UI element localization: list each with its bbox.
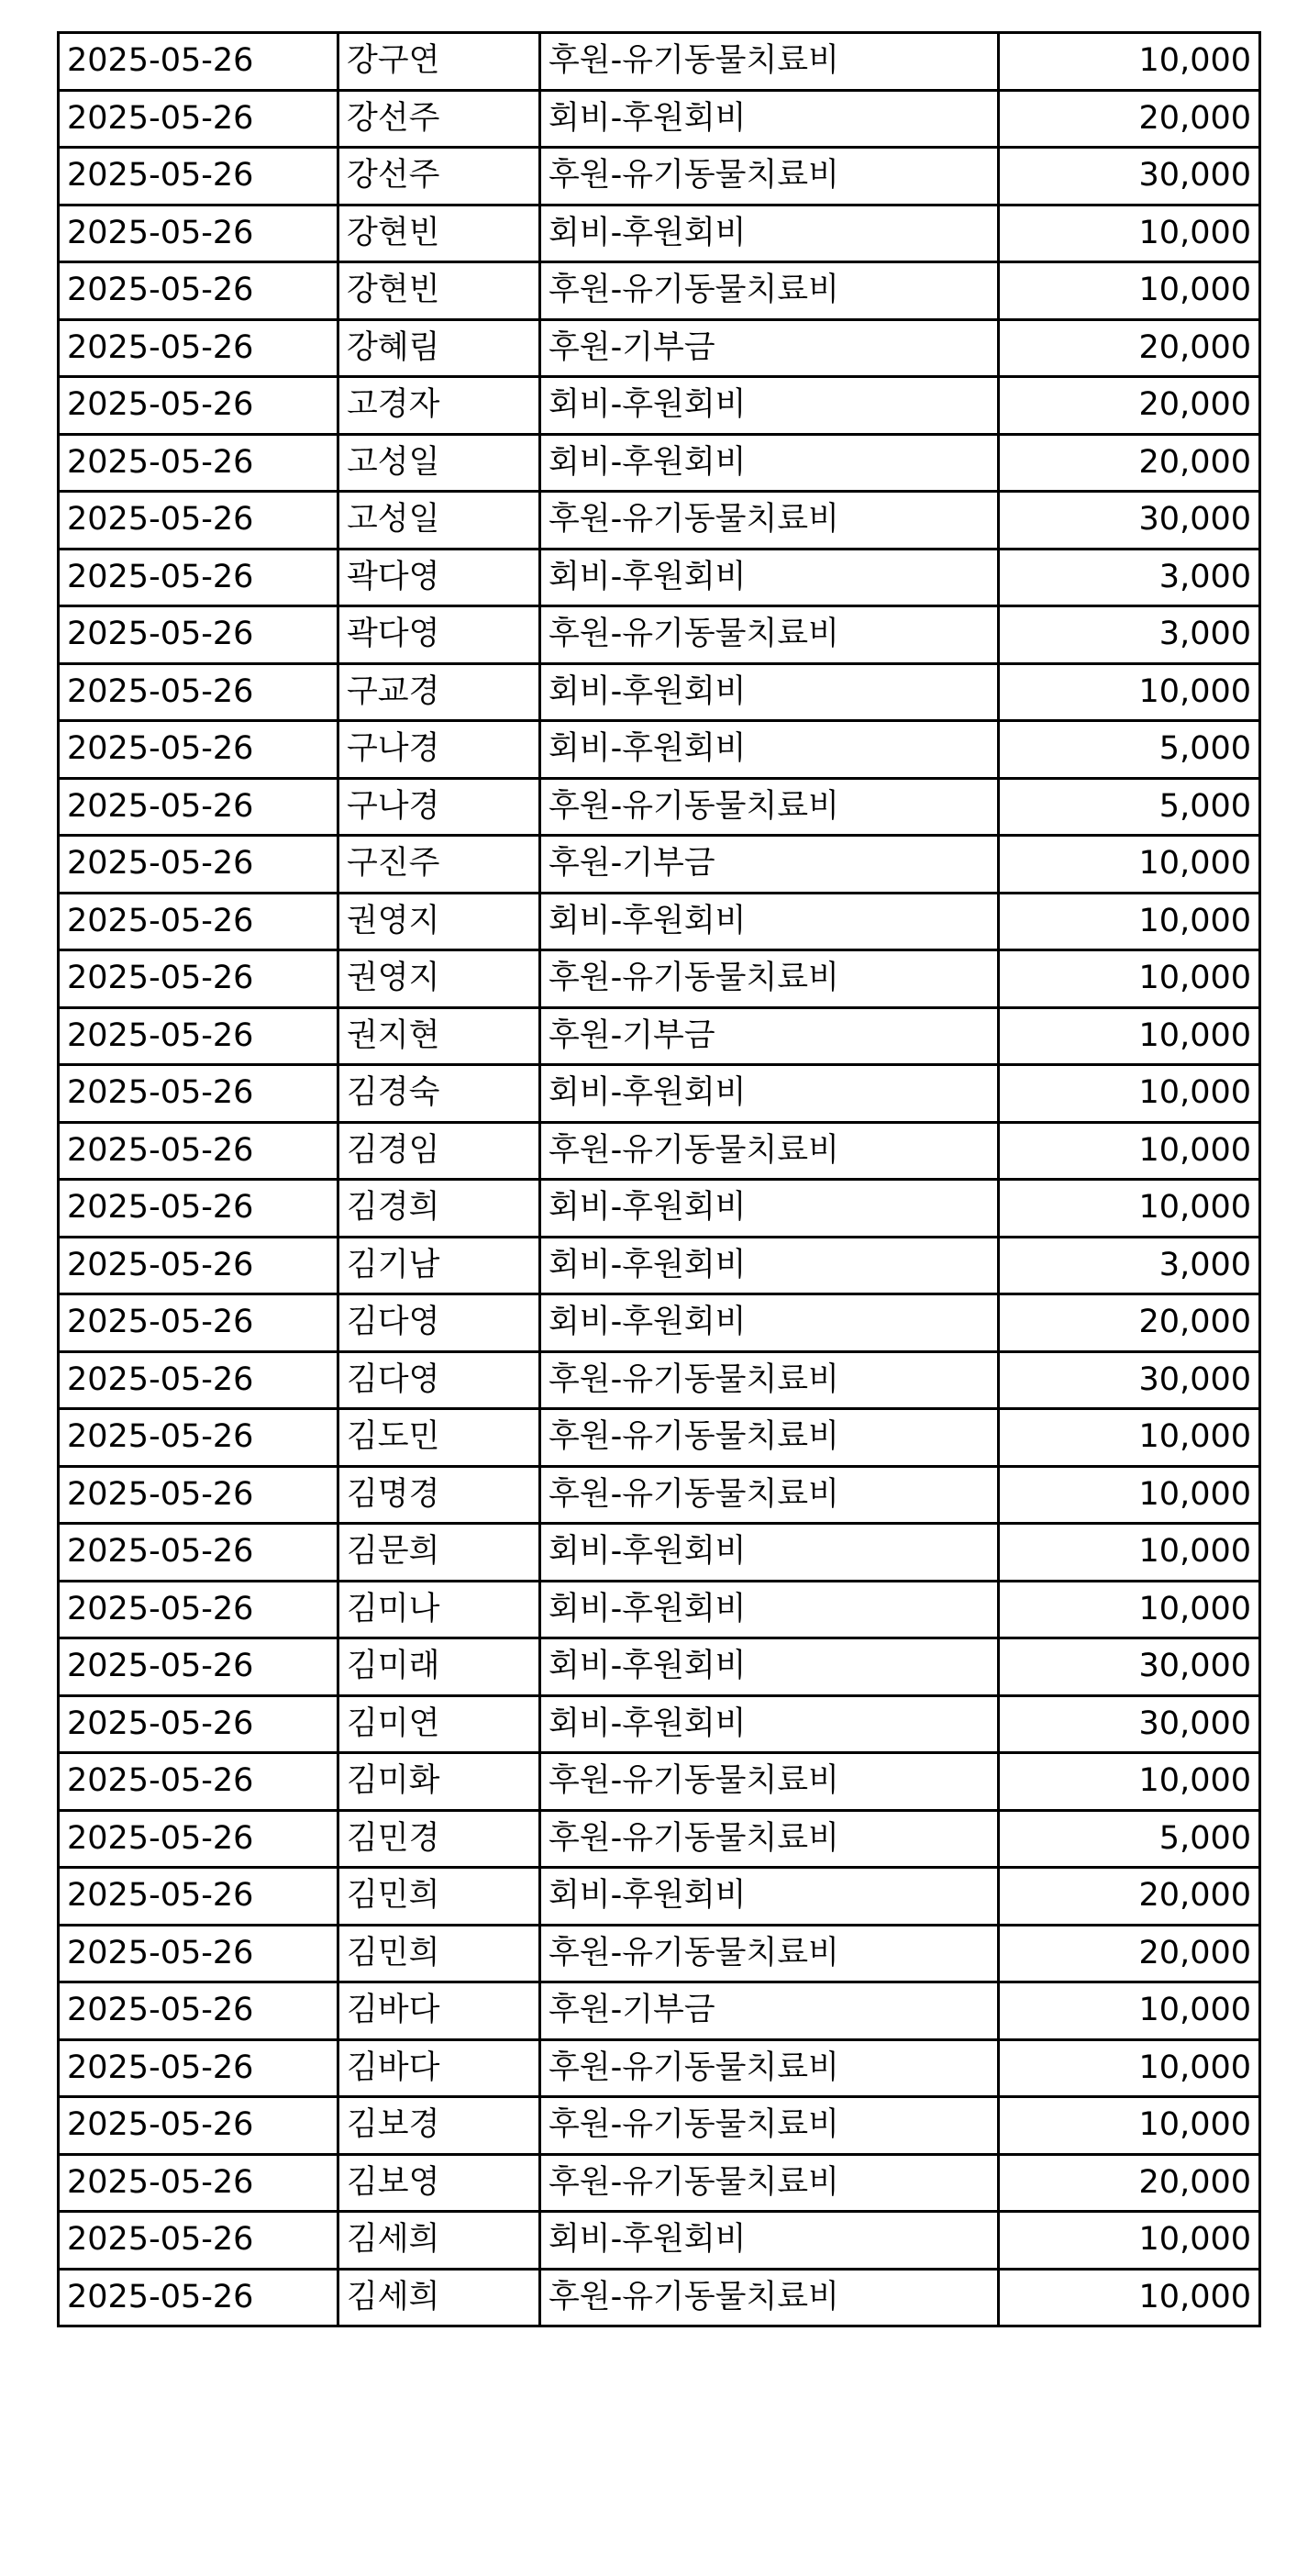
- category-cell: 회비-후원회비: [540, 2212, 999, 2270]
- date-cell: 2025-05-26: [59, 1294, 338, 1352]
- date-cell: 2025-05-26: [59, 1122, 338, 1180]
- category-cell: 회비-후원회비: [540, 1294, 999, 1352]
- amount-cell: 10,000: [999, 836, 1260, 894]
- date-cell: 2025-05-26: [59, 33, 338, 91]
- date-cell: 2025-05-26: [59, 950, 338, 1008]
- amount-cell: 20,000: [999, 319, 1260, 377]
- table-row: [59, 434, 1260, 492]
- date-cell: 2025-05-26: [59, 434, 338, 492]
- date-cell: 2025-05-26: [59, 377, 338, 435]
- table-row: [59, 1524, 1260, 1582]
- amount-cell: 20,000: [999, 1294, 1260, 1352]
- date-cell: 2025-05-26: [59, 148, 338, 205]
- donor-name-cell: 김바다: [338, 2039, 540, 2097]
- donor-name-cell: 김민희: [338, 1868, 540, 1926]
- table-row: [59, 1810, 1260, 1868]
- category-cell: 후원-유기동물치료비: [540, 33, 999, 91]
- date-cell: 2025-05-26: [59, 1695, 338, 1753]
- donor-name-cell: 강선주: [338, 90, 540, 148]
- amount-cell: 10,000: [999, 2097, 1260, 2155]
- category-cell: 후원-유기동물치료비: [540, 1810, 999, 1868]
- date-cell: 2025-05-26: [59, 1180, 338, 1238]
- table-row: [59, 148, 1260, 205]
- table-row: [59, 2154, 1260, 2212]
- category-cell: 회비-후원회비: [540, 1695, 999, 1753]
- date-cell: 2025-05-26: [59, 2039, 338, 2097]
- amount-cell: 10,000: [999, 2269, 1260, 2326]
- table-row: [59, 1925, 1260, 1982]
- category-cell: 후원-기부금: [540, 1982, 999, 2040]
- table-row: [59, 1409, 1260, 1467]
- date-cell: 2025-05-26: [59, 1810, 338, 1868]
- amount-cell: 10,000: [999, 950, 1260, 1008]
- category-cell: 후원-유기동물치료비: [540, 262, 999, 320]
- category-cell: 회비-후원회비: [540, 893, 999, 950]
- date-cell: 2025-05-26: [59, 2097, 338, 2155]
- table-row: [59, 1466, 1260, 1524]
- table-row: [59, 1237, 1260, 1294]
- donor-name-cell: 강현빈: [338, 262, 540, 320]
- amount-cell: 20,000: [999, 377, 1260, 435]
- date-cell: 2025-05-26: [59, 2154, 338, 2212]
- category-cell: 회비-후원회비: [540, 90, 999, 148]
- table-row: [59, 1122, 1260, 1180]
- amount-cell: 10,000: [999, 893, 1260, 950]
- amount-cell: 10,000: [999, 1180, 1260, 1238]
- donor-name-cell: 강현빈: [338, 205, 540, 262]
- table-row: [59, 1868, 1260, 1926]
- category-cell: 후원-유기동물치료비: [540, 2097, 999, 2155]
- amount-cell: 10,000: [999, 1122, 1260, 1180]
- amount-cell: 20,000: [999, 1868, 1260, 1926]
- category-cell: 회비-후원회비: [540, 205, 999, 262]
- date-cell: 2025-05-26: [59, 606, 338, 664]
- category-cell: 회비-후원회비: [540, 1581, 999, 1638]
- category-cell: 후원-유기동물치료비: [540, 2039, 999, 2097]
- category-cell: 회비-후원회비: [540, 1524, 999, 1582]
- amount-cell: 10,000: [999, 2039, 1260, 2097]
- category-cell: 회비-후원회비: [540, 1180, 999, 1238]
- amount-cell: 5,000: [999, 721, 1260, 779]
- donor-name-cell: 김보영: [338, 2154, 540, 2212]
- date-cell: 2025-05-26: [59, 205, 338, 262]
- table-row: [59, 2269, 1260, 2326]
- category-cell: 후원-유기동물치료비: [540, 606, 999, 664]
- table-row: [59, 721, 1260, 779]
- donor-name-cell: 김민희: [338, 1925, 540, 1982]
- table-row: [59, 377, 1260, 435]
- table-row: [59, 663, 1260, 721]
- table-row: [59, 1007, 1260, 1065]
- amount-cell: 10,000: [999, 1581, 1260, 1638]
- amount-cell: 30,000: [999, 1638, 1260, 1696]
- table-row: [59, 205, 1260, 262]
- ledger-body: [59, 33, 1260, 2326]
- amount-cell: 10,000: [999, 663, 1260, 721]
- donor-name-cell: 강혜림: [338, 319, 540, 377]
- donor-name-cell: 구진주: [338, 836, 540, 894]
- donor-name-cell: 구나경: [338, 778, 540, 836]
- date-cell: 2025-05-26: [59, 1753, 338, 1811]
- date-cell: 2025-05-26: [59, 1524, 338, 1582]
- amount-cell: 20,000: [999, 1925, 1260, 1982]
- date-cell: 2025-05-26: [59, 1868, 338, 1926]
- category-cell: 회비-후원회비: [540, 549, 999, 606]
- donor-name-cell: 김미연: [338, 1695, 540, 1753]
- table-row: [59, 778, 1260, 836]
- donor-name-cell: 곽다영: [338, 549, 540, 606]
- category-cell: 후원-유기동물치료비: [540, 492, 999, 550]
- date-cell: 2025-05-26: [59, 549, 338, 606]
- date-cell: 2025-05-26: [59, 1638, 338, 1696]
- amount-cell: 5,000: [999, 778, 1260, 836]
- date-cell: 2025-05-26: [59, 2212, 338, 2270]
- category-cell: 후원-유기동물치료비: [540, 1409, 999, 1467]
- date-cell: 2025-05-26: [59, 90, 338, 148]
- category-cell: 후원-유기동물치료비: [540, 2269, 999, 2326]
- amount-cell: 10,000: [999, 1466, 1260, 1524]
- date-cell: 2025-05-26: [59, 1982, 338, 2040]
- date-cell: 2025-05-26: [59, 663, 338, 721]
- date-cell: 2025-05-26: [59, 893, 338, 950]
- table-row: [59, 33, 1260, 91]
- date-cell: 2025-05-26: [59, 1925, 338, 1982]
- table-row: [59, 492, 1260, 550]
- donor-name-cell: 김세희: [338, 2212, 540, 2270]
- table-row: [59, 1581, 1260, 1638]
- category-cell: 후원-기부금: [540, 319, 999, 377]
- donor-name-cell: 김명경: [338, 1466, 540, 1524]
- table-row: [59, 2097, 1260, 2155]
- date-cell: 2025-05-26: [59, 778, 338, 836]
- amount-cell: 10,000: [999, 1982, 1260, 2040]
- date-cell: 2025-05-26: [59, 1351, 338, 1409]
- donor-name-cell: 고경자: [338, 377, 540, 435]
- donor-name-cell: 권영지: [338, 893, 540, 950]
- category-cell: 후원-유기동물치료비: [540, 1466, 999, 1524]
- table-row: [59, 1294, 1260, 1352]
- date-cell: 2025-05-26: [59, 262, 338, 320]
- donor-name-cell: 김다영: [338, 1351, 540, 1409]
- table-row: [59, 893, 1260, 950]
- amount-cell: 30,000: [999, 1351, 1260, 1409]
- donor-name-cell: 김미나: [338, 1581, 540, 1638]
- category-cell: 후원-유기동물치료비: [540, 1122, 999, 1180]
- donor-name-cell: 강선주: [338, 148, 540, 205]
- amount-cell: 10,000: [999, 33, 1260, 91]
- amount-cell: 3,000: [999, 1237, 1260, 1294]
- date-cell: 2025-05-26: [59, 721, 338, 779]
- donor-name-cell: 곽다영: [338, 606, 540, 664]
- amount-cell: 10,000: [999, 1065, 1260, 1123]
- amount-cell: 20,000: [999, 434, 1260, 492]
- donor-name-cell: 김경숙: [338, 1065, 540, 1123]
- amount-cell: 10,000: [999, 1524, 1260, 1582]
- table-row: [59, 262, 1260, 320]
- category-cell: 후원-유기동물치료비: [540, 778, 999, 836]
- date-cell: 2025-05-26: [59, 1409, 338, 1467]
- amount-cell: 5,000: [999, 1810, 1260, 1868]
- amount-cell: 10,000: [999, 205, 1260, 262]
- category-cell: 후원-유기동물치료비: [540, 1753, 999, 1811]
- donor-name-cell: 구교경: [338, 663, 540, 721]
- table-row: [59, 1351, 1260, 1409]
- donor-name-cell: 구나경: [338, 721, 540, 779]
- donor-name-cell: 김다영: [338, 1294, 540, 1352]
- donor-name-cell: 고성일: [338, 434, 540, 492]
- date-cell: 2025-05-26: [59, 1581, 338, 1638]
- donor-name-cell: 김미화: [338, 1753, 540, 1811]
- donation-ledger-table: [57, 31, 1261, 2327]
- category-cell: 후원-기부금: [540, 1007, 999, 1065]
- donor-name-cell: 고성일: [338, 492, 540, 550]
- amount-cell: 10,000: [999, 262, 1260, 320]
- category-cell: 후원-유기동물치료비: [540, 1925, 999, 1982]
- donor-name-cell: 김경희: [338, 1180, 540, 1238]
- table-row: [59, 1753, 1260, 1811]
- table-row: [59, 950, 1260, 1008]
- donor-name-cell: 김민경: [338, 1810, 540, 1868]
- amount-cell: 10,000: [999, 1409, 1260, 1467]
- donor-name-cell: 권지현: [338, 1007, 540, 1065]
- table-row: [59, 549, 1260, 606]
- donor-name-cell: 김보경: [338, 2097, 540, 2155]
- donor-name-cell: 김경임: [338, 1122, 540, 1180]
- date-cell: 2025-05-26: [59, 1466, 338, 1524]
- date-cell: 2025-05-26: [59, 319, 338, 377]
- category-cell: 후원-유기동물치료비: [540, 950, 999, 1008]
- donor-name-cell: 권영지: [338, 950, 540, 1008]
- category-cell: 후원-유기동물치료비: [540, 2154, 999, 2212]
- amount-cell: 10,000: [999, 1753, 1260, 1811]
- donor-name-cell: 김문희: [338, 1524, 540, 1582]
- category-cell: 회비-후원회비: [540, 721, 999, 779]
- amount-cell: 30,000: [999, 1695, 1260, 1753]
- donor-name-cell: 강구연: [338, 33, 540, 91]
- category-cell: 회비-후원회비: [540, 1237, 999, 1294]
- amount-cell: 10,000: [999, 2212, 1260, 2270]
- table-row: [59, 1065, 1260, 1123]
- category-cell: 회비-후원회비: [540, 1638, 999, 1696]
- table-row: [59, 1982, 1260, 2040]
- donor-name-cell: 김바다: [338, 1982, 540, 2040]
- category-cell: 회비-후원회비: [540, 663, 999, 721]
- table-row: [59, 1180, 1260, 1238]
- table-row: [59, 1638, 1260, 1696]
- category-cell: 회비-후원회비: [540, 434, 999, 492]
- donor-name-cell: 김미래: [338, 1638, 540, 1696]
- amount-cell: 30,000: [999, 492, 1260, 550]
- date-cell: 2025-05-26: [59, 1007, 338, 1065]
- table-row: [59, 319, 1260, 377]
- date-cell: 2025-05-26: [59, 492, 338, 550]
- amount-cell: 10,000: [999, 1007, 1260, 1065]
- amount-cell: 20,000: [999, 2154, 1260, 2212]
- category-cell: 후원-유기동물치료비: [540, 1351, 999, 1409]
- category-cell: 회비-후원회비: [540, 1868, 999, 1926]
- table-row: [59, 2212, 1260, 2270]
- amount-cell: 3,000: [999, 606, 1260, 664]
- table-row: [59, 2039, 1260, 2097]
- table-row: [59, 606, 1260, 664]
- date-cell: 2025-05-26: [59, 836, 338, 894]
- date-cell: 2025-05-26: [59, 2269, 338, 2326]
- amount-cell: 30,000: [999, 148, 1260, 205]
- category-cell: 회비-후원회비: [540, 377, 999, 435]
- table-row: [59, 836, 1260, 894]
- donor-name-cell: 김도민: [338, 1409, 540, 1467]
- table-row: [59, 1695, 1260, 1753]
- amount-cell: 20,000: [999, 90, 1260, 148]
- table-row: [59, 90, 1260, 148]
- category-cell: 후원-유기동물치료비: [540, 148, 999, 205]
- date-cell: 2025-05-26: [59, 1065, 338, 1123]
- donor-name-cell: 김세희: [338, 2269, 540, 2326]
- category-cell: 후원-기부금: [540, 836, 999, 894]
- donor-name-cell: 김기남: [338, 1237, 540, 1294]
- amount-cell: 3,000: [999, 549, 1260, 606]
- date-cell: 2025-05-26: [59, 1237, 338, 1294]
- category-cell: 회비-후원회비: [540, 1065, 999, 1123]
